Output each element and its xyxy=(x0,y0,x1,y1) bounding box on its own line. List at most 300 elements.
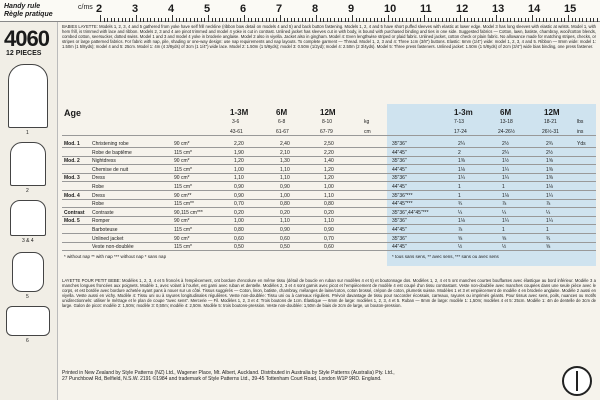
ruler-minor-tick xyxy=(194,18,195,22)
cm-3: 67-79 xyxy=(320,129,333,135)
ruler-minor-tick xyxy=(104,18,105,22)
yardage-cell-m2: 0,80 xyxy=(324,201,334,208)
ruler-number: 11 xyxy=(420,3,432,15)
figure-christening-robe xyxy=(8,64,48,128)
ruler-tick xyxy=(460,15,461,22)
yardage-cell-m2: 1,10 xyxy=(324,192,334,199)
yardage-cell-m1: 1,10 xyxy=(280,166,290,173)
lbs-3: 18-21 xyxy=(544,119,557,125)
yardage-cell-model: Contrast xyxy=(64,209,85,216)
cm-1: 43-61 xyxy=(230,129,243,135)
yardage-cell-m1: 0,50 xyxy=(280,244,290,251)
inch-unit: ins xyxy=(577,129,584,135)
figure-label-2: 2 xyxy=(26,188,29,194)
inch-2: 24-26½ xyxy=(498,129,515,135)
ruler-minor-tick xyxy=(176,18,177,22)
ruler-minor-tick xyxy=(518,18,519,22)
yardage-table xyxy=(62,104,596,274)
ruler-minor-tick xyxy=(489,18,490,22)
ruler-minor-tick xyxy=(546,18,547,22)
ruler-number: 8 xyxy=(312,3,319,15)
yardage-cell-m1: 0,60 xyxy=(280,235,290,242)
yardage-cell-y1: 1⅛ xyxy=(502,192,509,199)
ruler-minor-tick xyxy=(384,18,385,22)
ruler-minor-tick xyxy=(485,18,486,22)
ruler-tick xyxy=(352,15,353,22)
yardage-cell-m0: 1,20 xyxy=(234,158,244,165)
yardage-cell-y0: 2 xyxy=(458,149,461,156)
ruler-minor-tick xyxy=(291,18,292,22)
figure-label-3-4: 3 & 4 xyxy=(22,238,34,244)
ruler-minor-tick xyxy=(248,18,249,22)
ruler-minor-tick xyxy=(582,18,583,22)
ruler-tick xyxy=(280,15,281,22)
figure-label-5: 5 xyxy=(26,294,29,300)
ruler-minor-tick xyxy=(503,18,504,22)
ruler-minor-tick xyxy=(255,18,256,22)
yardage-cell-fabric: 115 cm* xyxy=(174,149,192,156)
yardage-row xyxy=(62,209,596,217)
yardage-cell-fabric: 90,115 cm*** xyxy=(174,209,203,216)
ruler-number: 10 xyxy=(384,3,397,15)
yardage-cell-y0: 1¼ xyxy=(458,175,465,182)
ruler-minor-tick xyxy=(478,18,479,22)
ruler-minor-tick xyxy=(161,18,162,22)
handy-rule xyxy=(0,0,600,22)
size-1-3m-imperial: 1-3m xyxy=(454,108,473,117)
yardage-cell-m1: 1,30 xyxy=(280,158,290,165)
yardage-cell-ins: 44"45" xyxy=(392,227,407,233)
ruler-minor-tick xyxy=(442,18,443,22)
ruler-minor-tick xyxy=(525,18,526,22)
ruler-minor-tick xyxy=(215,18,216,22)
ruler-minor-tick xyxy=(219,18,220,22)
ruler-tick xyxy=(172,15,173,22)
yardage-cell-y2: ⅝ xyxy=(546,244,551,251)
yardage-cell-name: Robe xyxy=(92,201,104,208)
yardage-cell-m2: 1,00 xyxy=(324,184,334,190)
yardage-cell-m2: 1,10 xyxy=(324,218,334,225)
ruler-minor-tick xyxy=(158,18,159,22)
ruler-number: 12 xyxy=(456,3,469,15)
kg-unit: kg xyxy=(364,119,370,125)
nap-note: * without nap ** with nap *** without nap * sans nap xyxy=(64,254,167,259)
yardage-cell-y2: 1¼ xyxy=(546,192,553,199)
figure-label-6: 6 xyxy=(26,338,29,344)
size-12m-metric: 12M xyxy=(320,108,336,117)
ruler-minor-tick xyxy=(147,18,148,22)
ruler-minor-tick xyxy=(197,18,198,22)
ruler-minor-tick xyxy=(212,18,213,22)
ruler-minor-tick xyxy=(417,18,418,22)
yardage-cell-m0: 0,90 xyxy=(234,184,244,190)
yardage-cell-ins: 44"45"*** xyxy=(392,201,413,208)
ruler-minor-tick xyxy=(338,18,339,22)
size-6m-metric: 6M xyxy=(276,108,288,117)
ruler-minor-tick xyxy=(140,18,141,22)
yardage-cell-model: Mod. 3 xyxy=(64,175,80,182)
ruler-minor-tick xyxy=(561,18,562,22)
ruler-minor-tick xyxy=(348,18,349,22)
yardage-cell-fabric: 90 cm* xyxy=(174,158,190,165)
yardage-cell-fabric: 115 cm** xyxy=(174,201,194,208)
yardage-cell-m0: 0,20 xyxy=(234,209,244,216)
ruler-minor-tick xyxy=(550,18,551,22)
yardage-cell-y1: 1¼ xyxy=(502,175,509,182)
ruler-minor-tick xyxy=(597,18,598,22)
yardage-cell-fabric: 115 cm* xyxy=(174,166,192,173)
yardage-cell-name: Unlined jacket xyxy=(92,235,124,242)
ruler-minor-tick xyxy=(420,18,421,22)
kg-1: 3-6 xyxy=(232,119,240,125)
yardage-cell-ins: 35"36"*** xyxy=(392,192,413,199)
yardage-cell-m0: 0,80 xyxy=(234,227,244,233)
ruler-minor-tick xyxy=(435,18,436,22)
ruler-minor-tick xyxy=(500,18,501,22)
ruler-minor-tick xyxy=(125,18,126,22)
ruler-minor-tick xyxy=(467,18,468,22)
ruler-minor-tick xyxy=(186,18,187,22)
size-12m-imperial: 12M xyxy=(544,108,560,117)
kg-row xyxy=(62,118,596,126)
yardage-row xyxy=(62,174,596,182)
ruler-minor-tick xyxy=(129,18,130,22)
ruler-minor-tick xyxy=(251,18,252,22)
yardage-row xyxy=(62,149,596,157)
yardage-cell-ins: 35"36" xyxy=(392,218,407,225)
yardage-cell-m0: 1,10 xyxy=(234,175,244,182)
yardage-cell-y1: 2¼ xyxy=(502,149,509,156)
ruler-minor-tick xyxy=(341,18,342,22)
yardage-cell-y1: ½ xyxy=(502,244,507,251)
ruler-minor-tick xyxy=(564,18,565,22)
yardage-cell-ins: 35"36" xyxy=(392,158,407,165)
ruler-minor-tick xyxy=(262,18,263,22)
yardage-cell-model: Mod. 1 xyxy=(64,141,80,147)
yardage-cell-y1: 1¼ xyxy=(502,166,509,173)
style-logo-icon xyxy=(562,366,592,396)
ruler-minor-tick xyxy=(237,18,238,22)
yardage-cell-m1: 0,80 xyxy=(280,201,290,208)
yardage-cell-m0: 1,90 xyxy=(234,149,244,156)
yardage-cell-ins: 44"45" xyxy=(392,166,407,173)
ruler-minor-tick xyxy=(406,18,407,22)
ruler-minor-tick xyxy=(276,18,277,22)
ruler-tick xyxy=(424,15,425,22)
ruler-minor-tick xyxy=(431,18,432,22)
yardage-cell-name: Romper xyxy=(92,218,110,225)
ruler-number: 13 xyxy=(492,3,505,15)
nap-footnote: * tous sans sens, ** avec sens, *** sans ou avec sens xyxy=(392,254,499,259)
yardage-cell-name: Contraste xyxy=(92,209,114,216)
ruler-minor-tick xyxy=(345,18,346,22)
ruler-tick xyxy=(136,15,137,22)
size-1-3m-metric: 1-3M xyxy=(230,108,249,117)
yardage-cell-ins: 44"45" xyxy=(392,244,407,251)
ruler-number: 5 xyxy=(204,3,211,15)
ruler-tick xyxy=(532,15,533,22)
ruler-minor-tick xyxy=(482,18,483,22)
ruler-number: 3 xyxy=(132,3,139,15)
yardage-cell-y0: 1⅜ xyxy=(458,158,465,165)
figure-nightdress xyxy=(10,142,46,186)
kg-3: 8-10 xyxy=(322,119,333,125)
ruler-minor-tick xyxy=(114,18,115,22)
ruler-minor-tick xyxy=(356,18,357,22)
yardage-cell-fabric: 90 cm* xyxy=(174,175,190,182)
ruler-minor-tick xyxy=(118,18,119,22)
ruler-minor-tick xyxy=(294,18,295,22)
ruler-minor-tick xyxy=(366,18,367,22)
ruler-minor-tick xyxy=(536,18,537,22)
yardage-cell-y1: ¼ xyxy=(502,209,507,216)
cm-2: 61-67 xyxy=(276,129,289,135)
ruler-minor-tick xyxy=(492,18,493,22)
ruler-minor-tick xyxy=(154,18,155,22)
ruler-minor-tick xyxy=(428,18,429,22)
yardage-cell-m0: 1,00 xyxy=(234,218,244,225)
yardage-cell-fabric: 90 cm* xyxy=(174,235,190,242)
ruler-minor-tick xyxy=(230,18,231,22)
yardage-cell-m2: 1,20 xyxy=(324,166,334,173)
ruler-minor-tick xyxy=(377,18,378,22)
lbs-2: 13-18 xyxy=(500,119,513,125)
ruler-minor-tick xyxy=(204,18,205,22)
yardage-row xyxy=(62,140,596,148)
yardage-cell-model: Mod. 4 xyxy=(64,192,80,199)
ruler-minor-tick xyxy=(312,18,313,22)
ruler-minor-tick xyxy=(410,18,411,22)
pattern-number: 4060 xyxy=(4,26,49,51)
yardage-cell-fabric: 90 cm** xyxy=(174,192,192,199)
ruler-minor-tick xyxy=(514,18,515,22)
ruler-minor-tick xyxy=(190,18,191,22)
ruler-title-en: Handy rule xyxy=(4,3,41,10)
yardage-cell-y1: 1¼ xyxy=(502,218,509,225)
age-label: Age xyxy=(64,108,82,118)
english-description: BABIES LAYETTE: Models 1, 2, 3, 4 and 5 gathered from yoke have self frill neckline (ribbon bow detail on models 4 and 5) and back button fastening. Models 1, 2, 4 and 5 have short puffed sleeves with elastic at lower edge. Model 3 has long sleeves with elastic at wrists. Model 1, with hem frill, is trimmed with lace and ribbon. Models 2, 3 and 4 are pinot trimmed and model 4 yoke is cut in contrast. Unlined jacket has sleeves cut in with body, is bound with purchased binding and ties in one side. Suggested fabrics — Cotton, lawn, batiste, chambray, wool/cotton blends, combed cotton, seersucker, dotted swiss. Model 1 and 3 and model 4 yoke in broderie anglaise. Model 2 also in viyella. Jacket also in gingham. Model 4: Even lengthwise striped or plaid fabric. Unlined jacket, cotton check or plain fabric. No allowance made for matching stripes, checks, or stripes or large patterned fabrics. For fabric with nap, pile, shading or one-way design: use nap requirements and nap layouts. To complete garment — Thread. Model 1, 2, 3 and 4: Three 1cm (3/8") buttons. Elastic: 6mm (1/4") wide: model 1, 2, 3, 4 and 5. Ribbon — 8mm wide: model 1: 1.50m (1 5/8yds); model 4 and 5: 25cm. Model 1: 4m (4 3/8yds) of 3cm (1 1/4") wide lace. Model 2: 1.50m (1 5/8yds); model 3: 0.50m (1/2yd); model 4: 2.50m (2 3/4yds). Model 5: Three press fasteners. Unlined jacket: 1.50m (1 5/8yds) of 2cm (3/4") wide bias binding, one press fastener. xyxy=(62,24,596,50)
yardage-cell-ins: 35"36" xyxy=(392,141,407,147)
ruler-minor-tick xyxy=(183,18,184,22)
yardage-cell-m2: 2,50 xyxy=(324,141,334,147)
yardage-cell-fabric: 115 cm* xyxy=(174,227,192,233)
ruler-minor-tick xyxy=(226,18,227,22)
ruler-label xyxy=(4,3,53,19)
yardage-cell-fabric: 115 cm* xyxy=(174,244,192,251)
yardage-cell-fabric: 115 cm* xyxy=(174,184,192,190)
ruler-minor-tick xyxy=(266,18,267,22)
yardage-cell-m1: 2,40 xyxy=(280,141,290,147)
ruler-minor-tick xyxy=(273,18,274,22)
ruler-number: 15 xyxy=(564,3,577,15)
yardage-cell-y0: ¾ xyxy=(458,201,463,208)
ruler-minor-tick xyxy=(327,18,328,22)
ruler-minor-tick xyxy=(305,18,306,22)
ruler-number: 2 xyxy=(96,3,103,15)
ruler-minor-tick xyxy=(381,18,382,22)
yardage-cell-y1: 1½ xyxy=(502,158,509,165)
ruler-minor-tick xyxy=(287,18,288,22)
yardage-cell-name: Dress xyxy=(92,192,106,199)
yardage-cell-y2: ¾ xyxy=(546,235,551,242)
yardage-cell-y2: 1⅛ xyxy=(546,184,553,190)
yardage-cell-ins: 44"45" xyxy=(392,149,407,156)
yardage-cell-y0: ⅝ xyxy=(458,235,463,242)
yardage-cell-m2: 1,20 xyxy=(324,175,334,182)
yardage-cell-m0: 0,60 xyxy=(234,235,244,242)
yardage-cell-y0: 1 xyxy=(458,184,461,190)
yardage-cell-model: Mod. 2 xyxy=(64,158,80,165)
yardage-row xyxy=(62,226,596,234)
ruler-minor-tick xyxy=(334,18,335,22)
ruler-number: 14 xyxy=(528,3,541,15)
yardage-cell-y2: 2½ xyxy=(546,149,553,156)
ruler-minor-tick xyxy=(543,18,544,22)
footer-line-1: Printed in New Zealand by Style Patterns (NZ) Ltd., Wagener Place, Mt. Albert, Auckland. Distributed in Australia by Style Patterns (Australia) Pty. Ltd., xyxy=(62,370,395,376)
figure-label-1: 1 xyxy=(26,130,29,136)
ruler-minor-tick xyxy=(554,18,555,22)
ruler-minor-tick xyxy=(320,18,321,22)
ruler-minor-tick xyxy=(539,18,540,22)
ruler-minor-tick xyxy=(168,18,169,22)
yardage-cell-name: Veste non-doublée xyxy=(92,244,134,251)
ruler-minor-tick xyxy=(269,18,270,22)
ruler-minor-tick xyxy=(323,18,324,22)
ruler-minor-tick xyxy=(557,18,558,22)
yardage-cell-m2: 2,20 xyxy=(324,149,334,156)
ruler-minor-tick xyxy=(284,18,285,22)
ruler-tick xyxy=(316,15,317,22)
yardage-cell-name: Christening robe xyxy=(92,141,129,147)
ruler-minor-tick xyxy=(471,18,472,22)
ruler-minor-tick xyxy=(528,18,529,22)
inch-1: 17-24 xyxy=(454,129,467,135)
ruler-minor-tick xyxy=(510,18,511,22)
ruler-minor-tick xyxy=(395,18,396,22)
ruler-minor-tick xyxy=(402,18,403,22)
ruler-minor-tick xyxy=(363,18,364,22)
yardage-cell-name: Dress xyxy=(92,175,106,182)
yardage-cell-m2: 1,40 xyxy=(324,158,334,165)
ruler-tick xyxy=(100,15,101,22)
ruler-minor-tick xyxy=(456,18,457,22)
ruler-title-fr: Règle pratique xyxy=(4,11,53,18)
yardage-cell-m1: 1,10 xyxy=(280,218,290,225)
ruler-minor-tick xyxy=(201,18,202,22)
yardage-cell-m2: 0,70 xyxy=(324,235,334,242)
yardage-cell-m2: 0,20 xyxy=(324,209,334,216)
ruler-minor-tick xyxy=(399,18,400,22)
ruler-minor-tick xyxy=(507,18,508,22)
ruler-number: 4 xyxy=(168,3,175,15)
yardage-cell-y1: 1 xyxy=(502,184,505,190)
yardage-cell-y2: 1⅜ xyxy=(546,175,553,182)
yardage-row xyxy=(62,217,596,225)
yardage-cell-y1: ⅝ xyxy=(502,235,507,242)
ruler-minor-tick xyxy=(575,18,576,22)
yardage-cell-m0: 1,00 xyxy=(234,166,244,173)
yardage-cell-m1: 0,20 xyxy=(280,209,290,216)
yardage-row xyxy=(62,157,596,165)
ruler-number: 6 xyxy=(240,3,247,15)
yardage-row xyxy=(62,183,596,191)
yardage-cell-ins: 44"45" xyxy=(392,184,407,190)
yardage-cell-y2: 1⅜ xyxy=(546,166,553,173)
yardage-cell-m0: 0,90 xyxy=(234,192,244,199)
lbs-1: 7-13 xyxy=(454,119,465,125)
ruler-minor-tick xyxy=(413,18,414,22)
ruler-minor-tick xyxy=(521,18,522,22)
yardage-cell-y2: 1¼ xyxy=(546,218,553,225)
ruler-minor-tick xyxy=(132,18,133,22)
ruler-minor-tick xyxy=(586,18,587,22)
ruler-minor-tick xyxy=(107,18,108,22)
yardage-cell-name: Nightdress xyxy=(92,158,116,165)
yardage-cell-ins: 35"36" xyxy=(392,175,407,182)
yardage-cell-y0: ½ xyxy=(458,244,463,251)
figure-romper xyxy=(12,252,44,292)
size-6m-imperial: 6M xyxy=(500,108,512,117)
yardage-cell-y2: 1 xyxy=(546,227,549,233)
ruler-tick xyxy=(496,15,497,22)
yardage-cell-m1: 0,90 xyxy=(280,184,290,190)
yardage-cell-ins: 35"36" xyxy=(392,235,407,242)
ruler-minor-tick xyxy=(240,18,241,22)
ruler-minor-tick xyxy=(258,18,259,22)
yardage-cell-y0: 1 xyxy=(458,192,461,199)
yardage-cell-m1: 0,90 xyxy=(280,227,290,233)
yardage-cell-m1: 1,10 xyxy=(280,175,290,182)
yardage-cell-y1: ⅞ xyxy=(502,201,507,208)
ruler-minor-tick xyxy=(474,18,475,22)
ruler-number: 7 xyxy=(276,3,283,15)
yardage-cell-y0: ⅞ xyxy=(458,227,463,233)
yardage-cell-y0: ¼ xyxy=(458,209,463,216)
yardage-cell-unit: Yds xyxy=(577,141,586,147)
yardage-cell-y0: 2¼ xyxy=(458,141,465,147)
ruler-unit: c/ms xyxy=(78,4,93,11)
ruler-minor-tick xyxy=(446,18,447,22)
inch-3: 26½-31 xyxy=(542,129,559,135)
yardage-cell-m0: 0,50 xyxy=(234,244,244,251)
ruler-tick xyxy=(388,15,389,22)
yardage-cell-name: Chemise de nuit xyxy=(92,166,129,173)
yardage-row xyxy=(62,235,596,243)
ruler-minor-tick xyxy=(590,18,591,22)
ruler-minor-tick xyxy=(302,18,303,22)
ruler-minor-tick xyxy=(222,18,223,22)
yardage-cell-m0: 0,70 xyxy=(234,201,244,208)
yardage-cell-m2: 0,90 xyxy=(324,227,334,233)
ruler-minor-tick xyxy=(143,18,144,22)
yardage-cell-ins: 35"36",44"45"*** xyxy=(392,209,429,216)
figure-dress xyxy=(10,200,46,236)
ruler-minor-tick xyxy=(150,18,151,22)
ruler-minor-tick xyxy=(330,18,331,22)
ruler-minor-tick xyxy=(179,18,180,22)
yardage-cell-model: Mod. 5 xyxy=(64,218,80,225)
ruler-tick xyxy=(568,15,569,22)
figure-jacket xyxy=(6,306,50,336)
lbs-unit: lbs xyxy=(577,119,584,125)
ruler-minor-tick xyxy=(111,18,112,22)
yardage-cell-y2: ⅞ xyxy=(546,201,551,208)
yardage-row xyxy=(62,200,596,208)
ruler-minor-tick xyxy=(449,18,450,22)
ruler-minor-tick xyxy=(309,18,310,22)
ruler-tick xyxy=(208,15,209,22)
yardage-cell-y1: 1 xyxy=(502,227,505,233)
